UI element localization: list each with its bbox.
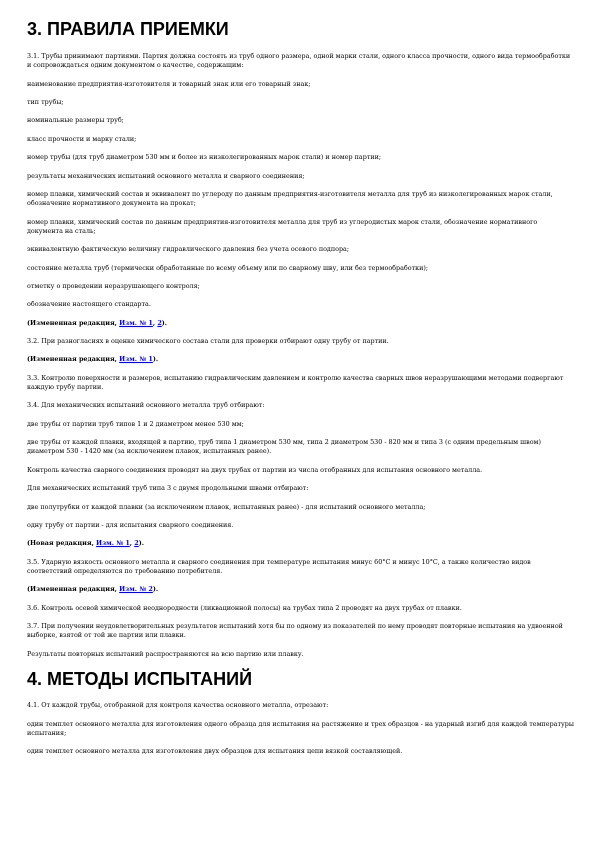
amendment-link-1[interactable]: Изм. № 2 — [119, 585, 153, 594]
amendment-note — [27, 585, 575, 594]
amendment-link-2[interactable]: 2 — [134, 539, 139, 548]
document-page — [27, 18, 575, 766]
amendment-note — [27, 355, 575, 364]
section-4-heading: 4. МЕТОДЫ ИСПЫТАНИЙ — [27, 669, 252, 690]
list-item: номер плавки, химический состав по данным предприятия-изготовителя металла для труб из углеродистых марок стали, обозначение нормативного документа на сталь; — [27, 217, 538, 235]
list-item: обозначение настоящего стандарта. — [27, 300, 151, 309]
paragraph-3-2: 3.2. При разногласиях в оценке химического состава стали для проверки отбирают одну трубу от партии. — [27, 337, 389, 346]
amendment-note — [27, 539, 575, 548]
section-3-heading: 3. ПРАВИЛА ПРИЕМКИ — [27, 19, 229, 39]
amendment-note — [27, 319, 575, 328]
paragraph-3-4-a: две трубы от партии труб типов 1 и 2 диаметром менее 530 мм; — [27, 419, 244, 428]
paragraph-3-6: 3.6. Контроль осевой химической неоднородности (ликвационной полосы) на трубах типа 2 проводят на двух трубах от плавки. — [27, 603, 462, 612]
paragraph-3-4-c: Контроль качества сварного соединения проводят на двух трубах от партии из числа отобранных для испытания основного металла. — [27, 465, 483, 474]
amendment-separator: , — [129, 539, 135, 548]
paragraph-3-4-f: одну трубу от партии - для испытания сварного соединения. — [27, 521, 234, 529]
list-item: состояние металла труб (термически обработанные по всему объему или по сварному шву, или без термообработки); — [27, 263, 429, 272]
list-item: класс прочности и марку стали; — [27, 134, 137, 143]
paragraph-4-1-b: один темплет основного металла для изготовления двух образцов для испытания цепи вязкой составляющей. — [27, 747, 403, 756]
amendment-link-2[interactable]: 2 — [157, 318, 162, 327]
paragraph-4-1-a: один темплет основного металла для изготовления одного образца для испытания на растяжение и трех образцов - на ударный изгиб для каждой температуры испытания; — [27, 719, 574, 737]
amendment-prefix: (Измененная редакция, — [27, 585, 120, 594]
list-item: эквивалентную фактическую величину гидравлического давления без учета осевого подпора; — [27, 245, 350, 254]
paragraph-3-4-e: две полутрубки от каждой плавки (за исключением плавок, испытанных ранее) - для испытаний основного металла; — [27, 502, 426, 511]
amendment-prefix: (Измененная редакция, — [27, 318, 120, 327]
paragraph-3-4-d: Для механических испытаний труб типа 3 с двумя продольными швами отбирают: — [27, 484, 309, 493]
amendment-link-1[interactable]: Изм. № 1 — [96, 539, 130, 548]
list-item: номинальные размеры труб; — [27, 116, 124, 125]
amendment-suffix: ). — [152, 585, 159, 594]
list-item: тип трубы; — [27, 97, 64, 106]
list-item: номер плавки, химический состав и эквивалент по углероду по данным предприятия-изготовителя металла для труб из низколегированных марок стали, обозначение нормативного документа на прокат; — [27, 189, 553, 208]
paragraph-4-1: 4.1. От каждой трубы, отобранной для контроля качества основного металла, отрезают: — [27, 701, 329, 710]
amendment-suffix: ). — [161, 318, 168, 327]
paragraph-3-5: 3.5. Ударную вязкость основного металла и сварного соединения при температуре испытания минус 60°С и минус 10°С, а также количество видов соответствий определяются по требованию потребителя. — [27, 557, 531, 575]
paragraph-3-3: 3.3. Контролю поверхности и размеров, испытанию гидравлическим давлением и контролю качества сварных швов неразрушающими методами подвергают каждую трубу партии. — [27, 373, 564, 392]
amendment-link-1[interactable]: Изм. № 1 — [119, 355, 153, 364]
list-item: наименование предприятия-изготовителя и товарный знак или его товарный знак; — [27, 79, 311, 88]
amendment-link-1[interactable]: Изм. № 1 — [119, 318, 153, 327]
amendment-separator: , — [152, 318, 158, 327]
amendment-suffix: ). — [138, 539, 144, 548]
amendment-suffix: ). — [152, 355, 159, 364]
list-item: отметку о проведении неразрушающего контроля; — [27, 281, 200, 290]
list-item: номер трубы (для труб диаметром 530 мм и более из низколегированных марок стали) и номер партии; — [27, 153, 382, 162]
paragraph-3-4: 3.4. Для механических испытаний основного металла труб отбирают: — [27, 401, 265, 410]
amendment-prefix: (Новая редакция, — [27, 539, 97, 548]
paragraph-3-7: 3.7. При получении неудовлетворительных результатов испытаний хотя бы по одному из показателей по нему проводят повторные испытания на удвоенной выборке, взятой от той же партии или плавки. — [27, 622, 563, 640]
paragraph-3-1: 3.1. Трубы принимают партиями. Партия должна состоять из труб одного размера, одной марки стали, одного класса прочности, одного вида термообработки и сопровождаться одним документом о качестве, содержащим: — [27, 52, 571, 70]
paragraph-3-4-b: две трубы от каждой плавки, входящей в партию, труб типа 1 диаметром 530 мм, типа 2 диаметром 530 - 820 мм и типа 3 (с одним предельным швом) диаметром 530 - 1420 мм (за исключением плавок, испытанных ранее). — [27, 438, 542, 456]
paragraph-3-7-b: Результаты повторных испытаний распространяются на всю партию или плавку. — [27, 649, 304, 658]
list-item: результаты механических испытаний основного металла и сварного соединения; — [27, 171, 305, 180]
amendment-prefix: (Измененная редакция, — [27, 355, 120, 364]
